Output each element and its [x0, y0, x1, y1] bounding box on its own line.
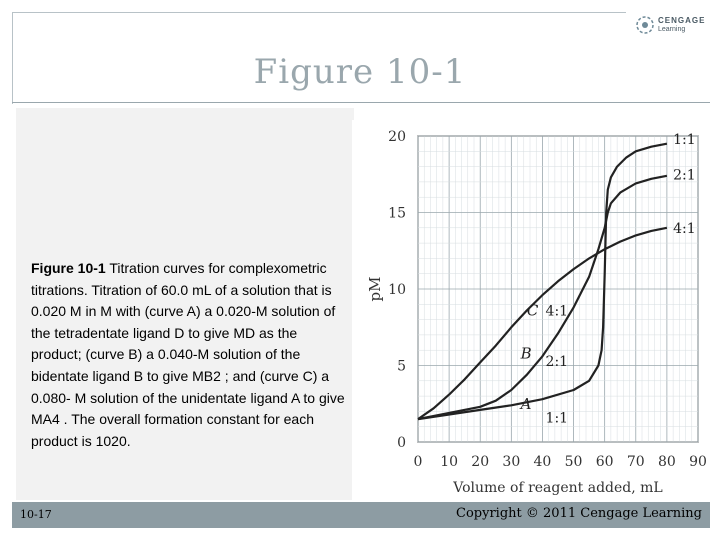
frame-top-line	[12, 12, 626, 13]
caption-text: Titration curves for complexometric titrations. Titration of 60.0 mL of a solution that is 0.020 M in M with (curve A) a 0.020-M solution of the tetradentate ligand D to give MD as the product; (curve B) a 0.040-M solution of the bidentate ligand B to give MB2 ; and (curve C) a 0.080- M solution of the unidentate ligand A to give MA4 . The overall formation constant for each product is 1020.	[31, 260, 345, 449]
curve-ratio-label: 1:1	[545, 410, 569, 427]
curve-end-label: 2:1	[673, 167, 696, 184]
titration-chart-svg	[352, 120, 710, 500]
x-tick-label: 40	[533, 454, 552, 470]
x-axis-label: Volume of reagent added, mL	[453, 480, 663, 496]
cengage-logo	[636, 14, 706, 38]
x-tick-label: 70	[626, 454, 645, 470]
curve-end-label: 1:1	[673, 132, 696, 149]
copyright: Copyright © 2011 Cengage Learning	[456, 506, 702, 521]
page-number: 10-17	[20, 508, 52, 521]
logo-sub: Learning	[658, 26, 686, 33]
curve-name-label: A	[520, 394, 532, 413]
footer-bar	[12, 502, 710, 528]
x-tick-label: 60	[595, 454, 614, 470]
y-tick-label: 10	[388, 282, 406, 298]
curve-ratio-label: 4:1	[545, 303, 569, 320]
y-tick-label: 5	[397, 358, 406, 375]
y-axis-label: pM	[366, 276, 384, 302]
figure-caption	[31, 258, 351, 452]
x-tick-label: 0	[413, 454, 423, 470]
x-tick-label: 10	[440, 454, 459, 470]
x-tick-label: 80	[657, 454, 676, 470]
title-divider	[12, 102, 710, 103]
y-tick-label: 0	[397, 435, 406, 451]
curve-ratio-label: 2:1	[545, 353, 569, 370]
slide-title: Figure 10-1	[253, 52, 467, 92]
x-tick-label: 90	[689, 454, 707, 470]
curve-name-label: B	[520, 344, 532, 363]
cengage-logo-icon	[636, 16, 654, 34]
x-tick-label: 50	[564, 454, 583, 470]
titration-chart	[352, 120, 710, 500]
caption-label: Figure 10-1	[31, 260, 106, 276]
x-tick-label: 30	[502, 454, 521, 470]
y-tick-label: 15	[388, 205, 406, 222]
curve-end-label: 4:1	[673, 220, 696, 237]
logo-word: CENGAGE	[658, 16, 706, 25]
y-tick-label: 20	[388, 129, 406, 145]
curve-name-label: C	[526, 301, 539, 320]
x-tick-label: 20	[471, 454, 490, 470]
